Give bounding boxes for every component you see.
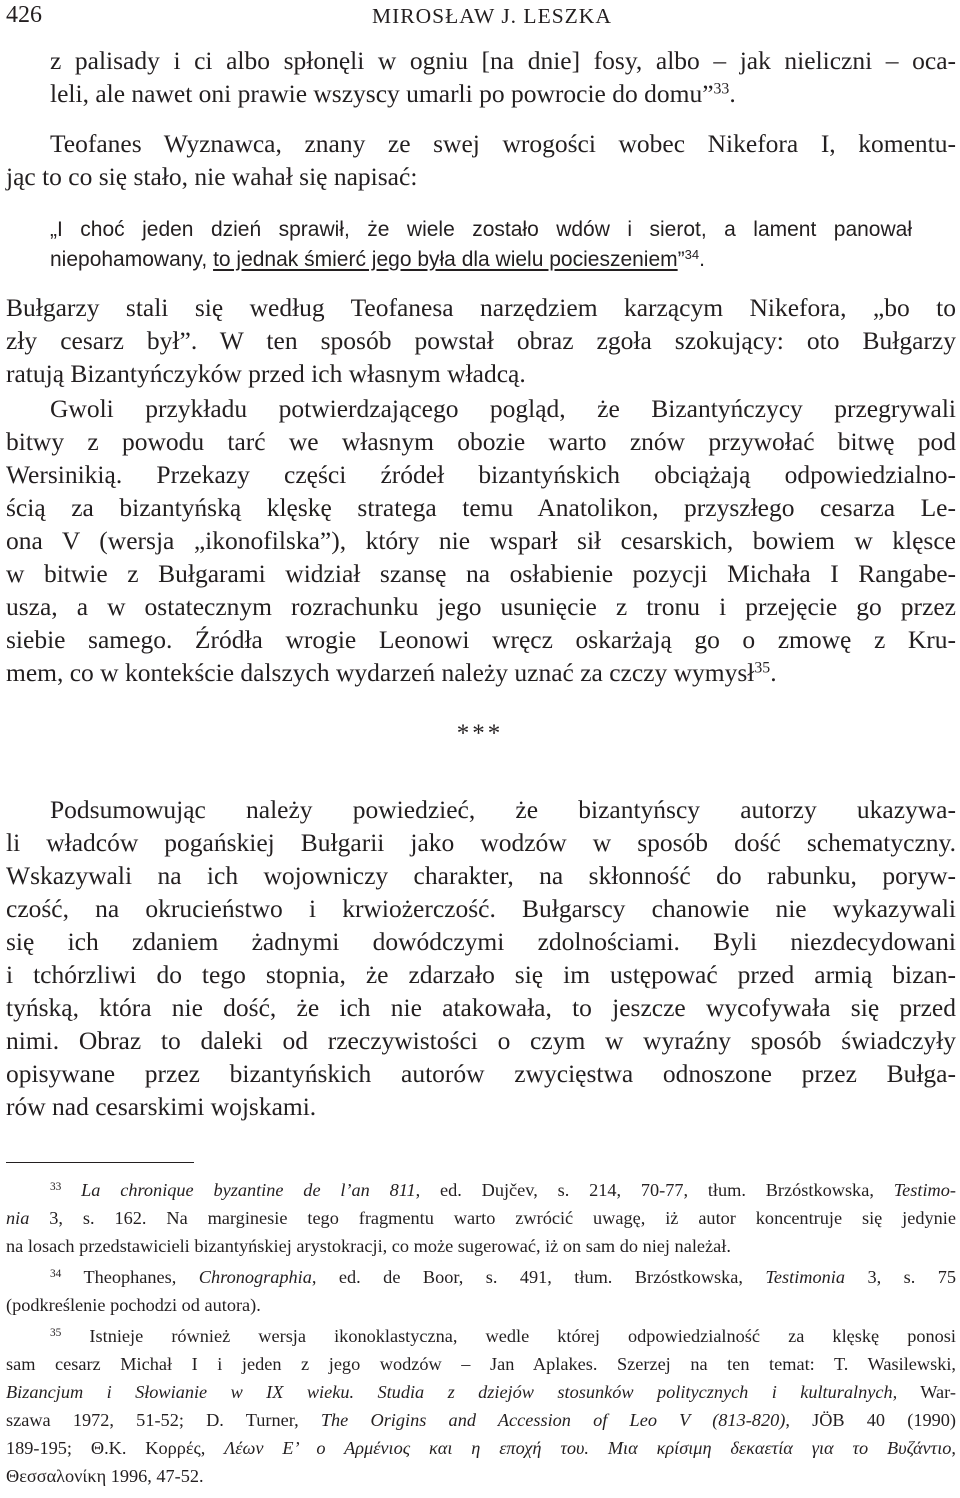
text-line: opisywane przez bizantyńskich autorów zwycięstwa odnoszone przez Bułga- xyxy=(6,1059,956,1088)
footnote-line: na losach przedstawicieli bizantyńskiej arystokracji, co może sugerować, iż on sam do niej należał. xyxy=(6,1236,731,1256)
text-line: bitwy z powodu tarć we własnym obozie warto znów przywołać bitwę pod xyxy=(6,427,956,456)
footnote-line: nia 3, s. 162. Na marginesie tego fragmentu warto zwrócić uwagę, iż autor koncentruje się jedynie xyxy=(6,1208,956,1228)
text-line: nimi. Obraz to daleki od rzeczywistości o czym w wyraźny sposób świadczyły xyxy=(6,1026,956,1055)
text-line: Podsumowując należy powiedzieć, że bizantyńscy autorzy ukazywa- xyxy=(50,795,956,824)
footnote-ref: 34 xyxy=(684,246,700,262)
footnote-line: $^{35}$ Istnieje również wersja ikonoklastyczna, wedle której odpowiedzialność za klęskę ponosi xyxy=(50,1326,956,1346)
footnote-line: 189-195; Θ.Κ. Κορρές, Λέων Ε’ ο Αρμένιος και η εποχή του. Μια κρίσιμη δεκαετία για το Βυζάντιο, xyxy=(6,1438,956,1458)
text-line: li władców pogańskiej Bułgarii jako wodzów w sposób dość schematyczny. xyxy=(6,828,956,857)
footnote-line: Θεσσαλονίκη 1996, 47-52. xyxy=(6,1466,204,1486)
running-head xyxy=(0,0,960,30)
text-line: z palisady i ci albo spłonęli w ogniu [na dnie] fosy, albo – jak nieliczni – oca- xyxy=(50,46,956,75)
text-line: ratują Bizantyńczyków przed ich własnym władcą. xyxy=(6,359,526,388)
text-line: ścią za bizantyńską klęskę stratega temu Anatolikon, przyszłego cesarza Le- xyxy=(6,493,956,522)
footnote-line: $^{34}$ Theophanes, Chronographia, ed. de Boor, s. 491, tłum. Brzóstkowska, Testimonia 3, s. 75 xyxy=(50,1267,957,1287)
running-title: MIROSŁAW J. LESZKA xyxy=(372,4,612,28)
text-line: mem, co w kontekście dalszych wydarzeń należy uznać za czczy wymysł$^{35}$. xyxy=(6,658,777,687)
footnote-ref: 33 xyxy=(713,80,730,98)
text-line: się ich zdaniem żadnymi dowódczymi zdolnościami. Byli niezdecydowani xyxy=(6,927,956,956)
footnote-line: sam cesarz Michał I i jeden z jego wodzów – Jan Aplakes. Szerzej na ten temat: T. Wasilewski, xyxy=(6,1354,956,1374)
text-line: czość, na okrucieństwo i krwiożerczość. Bułgarscy chanowie nie wykazywali xyxy=(6,894,956,923)
text-line: leli, ale nawet oni prawie wszyscy umarli po powrocie do domu”$^{33}$. xyxy=(50,79,736,108)
footnote-number: 35 xyxy=(50,1326,62,1339)
text-line: i tchórzliwi do tego stopnia, że zdarzało się im ustępować przed armią bizan- xyxy=(6,960,956,989)
text-line: Teofanes Wyznawca, znany ze swej wrogości wobec Nikefora I, komentu- xyxy=(50,129,956,158)
quote-line: „I choć jeden dzień sprawił, że wiele zostało wdów i sierot, a lament panował xyxy=(50,218,912,241)
footnote-number: 33 xyxy=(50,1180,62,1193)
text-line: rów nad cesarskimi wojskami. xyxy=(6,1092,317,1121)
footnote-separator xyxy=(6,1162,194,1163)
underlined-quote: to jednak śmierć jego była dla wielu pocieszeniem xyxy=(213,248,678,271)
text-line: Gwoli przykładu potwierdzającego pogląd, że Bizantyńczycy przegrywali xyxy=(50,394,956,423)
text-line: Wersinikią. Przekazy części źródeł bizantyńskich obciążają odpowiedzialno- xyxy=(6,460,956,489)
text-line: Wskazywali na ich wojowniczy charakter, na skłonność do rabunku, poryw- xyxy=(6,861,956,890)
page-number: 426 xyxy=(6,2,42,28)
text-line: siebie samego. Źródła wrogie Leonowi wręcz oskarżają go o zmowę z Kru- xyxy=(6,625,956,654)
footnote-line: Bizancjum i Słowianie w IX wieku. Studia z dziejów stosunków politycznych i kulturalnych, War- xyxy=(6,1382,956,1402)
text-line: Bułgarzy stali się według Teofanesa narzędziem karzącym Nikefora, „bo to xyxy=(6,293,956,322)
footnote-line: $^{33}$ La chronique byzantine de l’an 811, ed. Dujčev, s. 214, 70-77, tłum. Brzóstkowska, Testimo- xyxy=(50,1180,956,1200)
text-line: ona V (wersja „ikonofilska”), który nie wsparł sił cesarskich, bowiem w klęsce xyxy=(6,526,956,555)
quote-line: niepohamowany, to jednak śmierć jego była dla wielu pocieszeniem”$^{34}$. xyxy=(50,246,705,271)
text-line: tyńską, która nie dość, że ich nie atakowała, to jeszcze wycofywała się przed xyxy=(6,993,956,1022)
text-line: zły cesarz był”. W ten sposób powstał obraz zgoła szokujący: oto Bułgarzy xyxy=(6,326,956,355)
section-break: *** xyxy=(456,720,504,747)
text-line: w bitwie z Bułgarami widział szansę na osłabienie pozycji Michała I Rangabe- xyxy=(6,559,956,588)
footnote-number: 34 xyxy=(50,1267,62,1280)
footnote-line: (podkreślenie pochodzi od autora). xyxy=(6,1295,261,1315)
footnote-ref: 35 xyxy=(754,659,771,677)
text-line: usza, a w ostatecznym rozrachunku jego usunięcie z tronu i przejęcie go przez xyxy=(6,592,956,621)
footnote-line: szawa 1972, 51-52; D. Turner, The Origins and Accession of Leo V (813-820), JÖB 40 (1990) xyxy=(6,1410,956,1430)
text-line: jąc to co się stało, nie wahał się napisać: xyxy=(6,162,418,191)
